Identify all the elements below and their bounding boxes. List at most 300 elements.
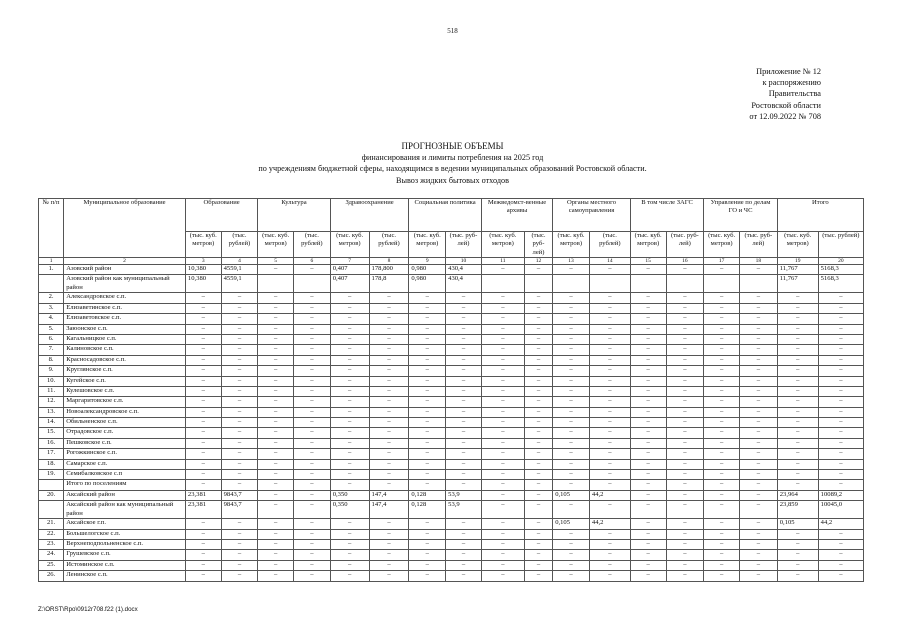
municipality-name: Азовский район [64, 265, 186, 275]
value-cell: – [704, 459, 740, 469]
value-cell: – [258, 571, 294, 581]
value-cell: – [185, 529, 221, 539]
header-unit: (тыс. куб. метров) [409, 232, 446, 258]
value-cell: – [369, 345, 409, 355]
value-cell: 5168,3 [818, 275, 863, 293]
header-unit: (тыс. куб. метров) [704, 232, 740, 258]
value-cell: – [258, 293, 294, 303]
value-cell: – [481, 459, 524, 469]
value-cell: – [666, 265, 704, 275]
value-cell: – [630, 366, 666, 376]
appendix-line: Приложение № 12 [756, 67, 821, 76]
value-cell: – [630, 571, 666, 581]
value-cell: – [258, 386, 294, 396]
value-cell: – [446, 459, 482, 469]
table-row [39, 550, 864, 560]
value-cell: – [589, 501, 630, 519]
row-number [39, 501, 64, 519]
column-index: 16 [666, 258, 704, 265]
value-cell: – [818, 397, 863, 407]
municipality-name: Аксайское г.п. [64, 519, 186, 529]
column-index: 8 [369, 258, 409, 265]
page-number: 518 [447, 27, 458, 35]
value-cell: – [409, 550, 446, 560]
value-cell: – [553, 529, 590, 539]
value-cell: – [666, 376, 704, 386]
header-group: Здравоохранение [330, 199, 409, 232]
table-row [39, 501, 864, 519]
row-number: 13. [39, 407, 64, 417]
value-cell: – [221, 571, 258, 581]
value-cell: – [294, 345, 331, 355]
value-cell: – [369, 407, 409, 417]
value-cell: – [258, 550, 294, 560]
value-cell: – [818, 418, 863, 428]
value-cell: 11,767 [777, 265, 818, 275]
municipality-name: Маргаритовское с.п. [64, 397, 186, 407]
row-number: 20. [39, 490, 64, 500]
value-cell: – [369, 334, 409, 344]
value-cell: – [704, 366, 740, 376]
value-cell: – [409, 560, 446, 570]
value-cell: – [258, 355, 294, 365]
value-cell: – [704, 539, 740, 549]
value-cell: 4559,1 [221, 275, 258, 293]
value-cell: – [666, 355, 704, 365]
value-cell: – [409, 355, 446, 365]
table-row [39, 334, 864, 344]
value-cell: – [446, 407, 482, 417]
value-cell: – [704, 376, 740, 386]
value-cell: – [777, 334, 818, 344]
row-number: 17. [39, 449, 64, 459]
value-cell: – [704, 265, 740, 275]
value-cell: – [481, 324, 524, 334]
value-cell: – [589, 539, 630, 549]
value-cell: – [221, 334, 258, 344]
value-cell: – [258, 470, 294, 480]
value-cell: – [630, 418, 666, 428]
value-cell: 0,128 [409, 501, 446, 519]
value-cell: – [524, 397, 552, 407]
value-cell: – [481, 529, 524, 539]
value-cell: – [185, 560, 221, 570]
value-cell: – [666, 519, 704, 529]
municipality-name: Аксайский район [64, 490, 186, 500]
value-cell: – [524, 560, 552, 570]
value-cell: – [589, 303, 630, 313]
value-cell: – [294, 397, 331, 407]
value-cell: – [330, 571, 369, 581]
value-cell: – [481, 407, 524, 417]
value-cell: – [221, 550, 258, 560]
value-cell: – [666, 314, 704, 324]
value-cell: – [524, 265, 552, 275]
value-cell: – [330, 314, 369, 324]
value-cell: – [409, 407, 446, 417]
value-cell: – [481, 519, 524, 529]
value-cell: 23,381 [185, 490, 221, 500]
value-cell: – [330, 345, 369, 355]
value-cell: – [524, 438, 552, 448]
value-cell: – [185, 407, 221, 417]
value-cell: – [777, 428, 818, 438]
value-cell: – [258, 334, 294, 344]
value-cell: – [739, 501, 777, 519]
value-cell: – [553, 418, 590, 428]
value-cell: – [221, 449, 258, 459]
value-cell: – [446, 303, 482, 313]
value-cell: – [589, 550, 630, 560]
value-cell: – [185, 386, 221, 396]
value-cell: – [818, 539, 863, 549]
value-cell: 147,4 [369, 490, 409, 500]
value-cell: 23,964 [777, 490, 818, 500]
municipality-name: Самарское с.п. [64, 459, 186, 469]
municipality-name: Пешковское с.п. [64, 438, 186, 448]
value-cell: – [630, 397, 666, 407]
value-cell: – [630, 428, 666, 438]
value-cell: – [446, 550, 482, 560]
value-cell: – [258, 560, 294, 570]
value-cell: – [553, 449, 590, 459]
value-cell: – [777, 355, 818, 365]
value-cell: – [409, 529, 446, 539]
value-cell [630, 275, 666, 293]
value-cell: – [185, 324, 221, 334]
header-unit: (тыс. куб. метров) [777, 232, 818, 258]
value-cell: – [294, 428, 331, 438]
value-cell: – [666, 560, 704, 570]
value-cell: – [330, 539, 369, 549]
value-cell: – [704, 560, 740, 570]
row-number: 3. [39, 303, 64, 313]
value-cell: – [739, 438, 777, 448]
column-index: 11 [481, 258, 524, 265]
table-row [39, 324, 864, 334]
value-cell: – [258, 519, 294, 529]
value-cell: – [739, 334, 777, 344]
value-cell: 53,9 [446, 501, 482, 519]
value-cell: – [258, 366, 294, 376]
header-unit: (тыс. рублей) [818, 232, 863, 258]
value-cell: – [481, 314, 524, 324]
value-cell: – [666, 529, 704, 539]
value-cell: – [704, 428, 740, 438]
value-cell: – [666, 571, 704, 581]
title-line: по учреждениям бюджетной сферы, находящимся в ведении муниципальных образований Ростовской области. [258, 164, 647, 174]
value-cell: – [630, 550, 666, 560]
value-cell: – [739, 407, 777, 417]
value-cell: – [258, 265, 294, 275]
value-cell: – [481, 355, 524, 365]
value-cell: – [524, 539, 552, 549]
value-cell: – [294, 407, 331, 417]
municipality-name: Ленинское с.п. [64, 571, 186, 581]
value-cell: – [294, 490, 331, 500]
row-number: 22. [39, 529, 64, 539]
value-cell: – [221, 438, 258, 448]
value-cell: – [185, 449, 221, 459]
value-cell: – [666, 490, 704, 500]
municipality-name: Семибалковское с.п [64, 470, 186, 480]
value-cell: – [481, 366, 524, 376]
value-cell: – [409, 428, 446, 438]
value-cell: – [258, 480, 294, 490]
table-row [39, 529, 864, 539]
column-index: 3 [185, 258, 221, 265]
table-row [39, 560, 864, 570]
header-group: Межведомст-венные архивы [481, 199, 552, 232]
municipality-name: Истоминское с.п. [64, 560, 186, 570]
value-cell: – [481, 501, 524, 519]
value-cell: – [777, 293, 818, 303]
value-cell: – [185, 428, 221, 438]
value-cell: – [221, 345, 258, 355]
value-cell: – [524, 303, 552, 313]
municipality-name: Большелогское с.п. [64, 529, 186, 539]
value-cell: – [630, 386, 666, 396]
value-cell: – [739, 480, 777, 490]
value-cell: – [294, 501, 331, 519]
value-cell: – [589, 324, 630, 334]
value-cell: – [409, 314, 446, 324]
value-cell: – [630, 529, 666, 539]
value-cell: – [739, 519, 777, 529]
value-cell: – [777, 438, 818, 448]
value-cell: – [369, 324, 409, 334]
value-cell: – [777, 303, 818, 313]
value-cell: – [818, 324, 863, 334]
value-cell: – [739, 293, 777, 303]
value-cell: – [409, 571, 446, 581]
value-cell: – [739, 418, 777, 428]
value-cell: – [294, 560, 331, 570]
value-cell: – [446, 539, 482, 549]
value-cell: – [524, 470, 552, 480]
value-cell [524, 275, 552, 293]
header-num: № п/п [39, 199, 64, 258]
value-cell: – [739, 459, 777, 469]
value-cell: – [553, 293, 590, 303]
value-cell: – [185, 376, 221, 386]
value-cell: – [409, 293, 446, 303]
column-index: 14 [589, 258, 630, 265]
table-row [39, 480, 864, 490]
value-cell: – [409, 459, 446, 469]
value-cell: – [524, 293, 552, 303]
value-cell: – [553, 334, 590, 344]
value-cell: – [294, 366, 331, 376]
value-cell [553, 275, 590, 293]
value-cell: – [553, 355, 590, 365]
value-cell: – [524, 386, 552, 396]
value-cell: – [481, 293, 524, 303]
value-cell: – [185, 397, 221, 407]
value-cell: – [553, 265, 590, 275]
value-cell: – [589, 438, 630, 448]
value-cell: 430,4 [446, 275, 482, 293]
value-cell: – [524, 418, 552, 428]
value-cell: – [294, 449, 331, 459]
value-cell: – [630, 539, 666, 549]
value-cell [258, 275, 294, 293]
value-cell: – [258, 539, 294, 549]
value-cell: – [330, 293, 369, 303]
value-cell: – [330, 550, 369, 560]
value-cell: – [777, 386, 818, 396]
row-number: 4. [39, 314, 64, 324]
value-cell: – [666, 334, 704, 344]
value-cell: – [185, 470, 221, 480]
table-row [39, 293, 864, 303]
value-cell: – [294, 459, 331, 469]
appendix-block [691, 66, 821, 122]
column-index: 15 [630, 258, 666, 265]
value-cell: – [818, 480, 863, 490]
value-cell: – [589, 459, 630, 469]
value-cell: – [777, 324, 818, 334]
value-cell: – [369, 386, 409, 396]
value-cell: 0,105 [553, 519, 590, 529]
value-cell: – [777, 314, 818, 324]
value-cell: – [739, 397, 777, 407]
file-path-footer: Z:\ORST\Rpo\0912r708.f22 (1).docx [38, 606, 138, 613]
header-unit: (тыс. куб. метров) [553, 232, 590, 258]
value-cell: – [704, 303, 740, 313]
value-cell: – [589, 407, 630, 417]
value-cell: – [221, 407, 258, 417]
value-cell: – [185, 293, 221, 303]
value-cell: – [630, 334, 666, 344]
value-cell: – [294, 550, 331, 560]
value-cell: – [589, 449, 630, 459]
row-number [39, 480, 64, 490]
header-unit: (тыс. руб-лей) [446, 232, 482, 258]
value-cell [666, 275, 704, 293]
header-unit: (тыс. руб-лей) [666, 232, 704, 258]
row-number: 15. [39, 428, 64, 438]
value-cell: – [294, 265, 331, 275]
value-cell: – [553, 438, 590, 448]
value-cell: – [739, 539, 777, 549]
value-cell: – [330, 519, 369, 529]
value-cell: – [369, 470, 409, 480]
value-cell: 0,407 [330, 265, 369, 275]
value-cell: – [185, 303, 221, 313]
value-cell: – [446, 560, 482, 570]
value-cell: – [553, 550, 590, 560]
value-cell: – [553, 397, 590, 407]
value-cell: – [553, 459, 590, 469]
header-row-groups [39, 199, 864, 232]
value-cell: – [330, 355, 369, 365]
value-cell: – [185, 550, 221, 560]
value-cell: – [221, 470, 258, 480]
value-cell: 4559,1 [221, 265, 258, 275]
table-row [39, 571, 864, 581]
value-cell: – [818, 376, 863, 386]
value-cell: – [446, 480, 482, 490]
value-cell: – [589, 428, 630, 438]
column-index: 1 [39, 258, 64, 265]
value-cell: – [409, 438, 446, 448]
value-cell: – [330, 449, 369, 459]
value-cell: – [481, 571, 524, 581]
value-cell: – [369, 428, 409, 438]
value-cell: – [777, 571, 818, 581]
value-cell: – [666, 366, 704, 376]
column-index: 19 [777, 258, 818, 265]
row-number: 2. [39, 293, 64, 303]
value-cell: – [221, 529, 258, 539]
column-index: 5 [258, 258, 294, 265]
column-index: 20 [818, 258, 863, 265]
table-row [39, 407, 864, 417]
value-cell: – [481, 480, 524, 490]
value-cell [704, 275, 740, 293]
value-cell: – [666, 470, 704, 480]
value-cell: 10,380 [185, 265, 221, 275]
value-cell: – [294, 334, 331, 344]
value-cell: – [524, 519, 552, 529]
value-cell: – [553, 314, 590, 324]
value-cell: – [258, 407, 294, 417]
value-cell: – [666, 539, 704, 549]
value-cell: – [818, 449, 863, 459]
value-cell: – [446, 519, 482, 529]
value-cell: – [524, 407, 552, 417]
value-cell: – [777, 459, 818, 469]
value-cell: – [666, 459, 704, 469]
value-cell: – [185, 366, 221, 376]
value-cell: – [524, 501, 552, 519]
value-cell: – [369, 550, 409, 560]
value-cell: – [258, 345, 294, 355]
value-cell: – [409, 397, 446, 407]
municipality-name: Рогожкинское с.п. [64, 449, 186, 459]
value-cell: – [777, 470, 818, 480]
value-cell: – [481, 334, 524, 344]
value-cell: – [630, 293, 666, 303]
value-cell: – [446, 386, 482, 396]
value-cell: – [553, 324, 590, 334]
value-cell: – [409, 539, 446, 549]
value-cell: – [524, 428, 552, 438]
value-cell: – [446, 314, 482, 324]
value-cell: – [185, 519, 221, 529]
value-cell: – [481, 560, 524, 570]
table-row [39, 470, 864, 480]
value-cell: – [553, 428, 590, 438]
value-cell: – [185, 480, 221, 490]
value-cell: – [818, 560, 863, 570]
appendix-line: от 12.09.2022 № 708 [749, 111, 821, 121]
value-cell: – [481, 265, 524, 275]
value-cell: – [818, 459, 863, 469]
table-row [39, 519, 864, 529]
value-cell: – [589, 314, 630, 324]
value-cell: – [185, 314, 221, 324]
value-cell: – [630, 303, 666, 313]
value-cell: – [704, 418, 740, 428]
value-cell: – [369, 397, 409, 407]
value-cell: – [630, 480, 666, 490]
value-cell: – [221, 355, 258, 365]
value-cell: – [630, 265, 666, 275]
value-cell: – [777, 376, 818, 386]
value-cell: – [818, 366, 863, 376]
